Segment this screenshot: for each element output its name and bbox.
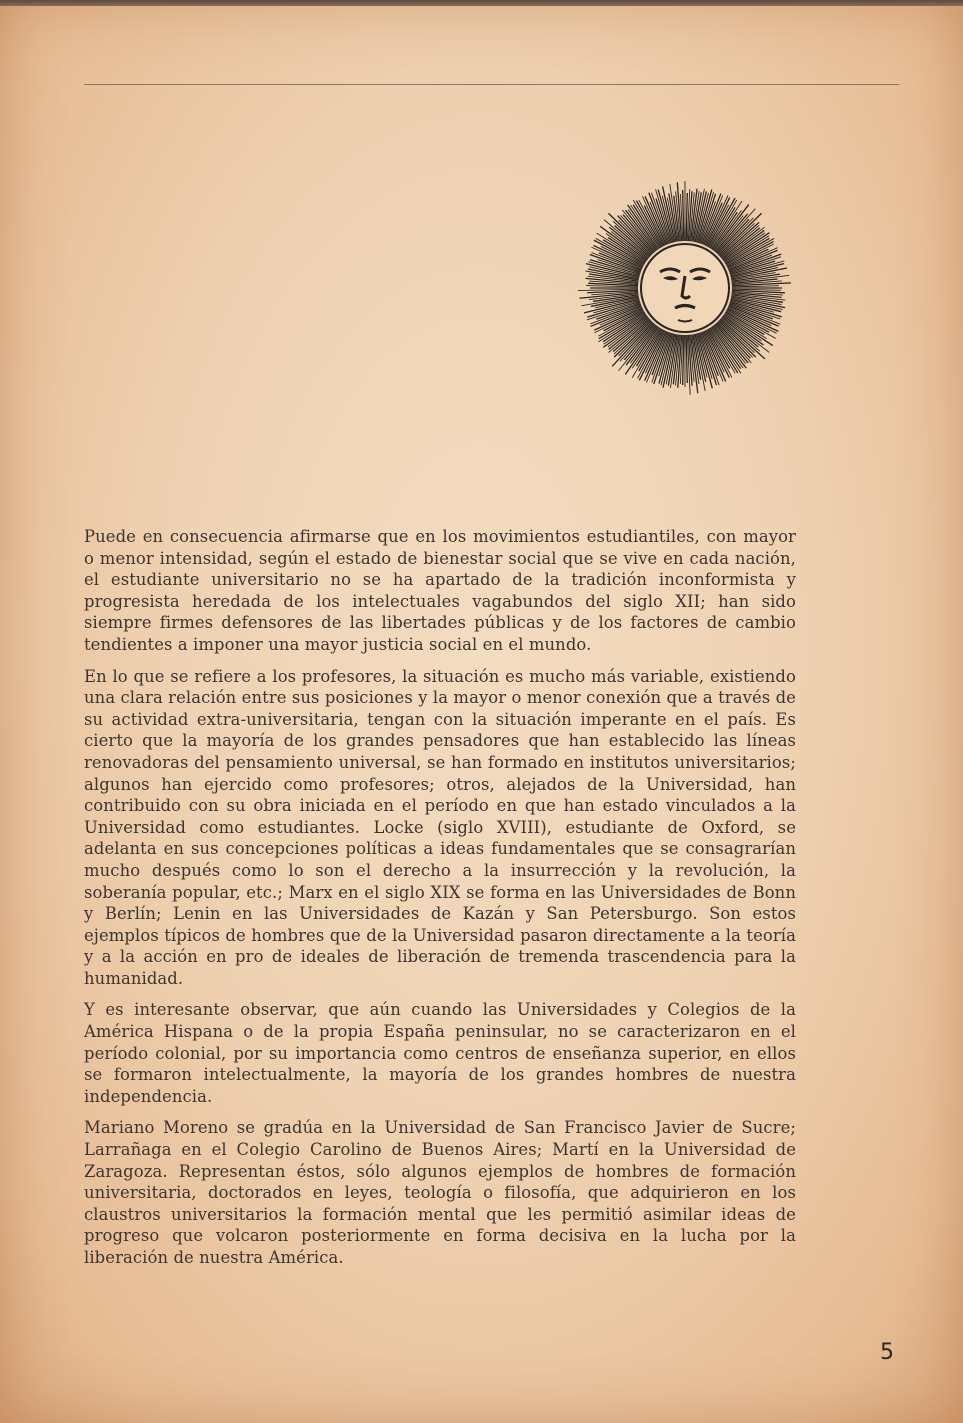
sun-face-icon xyxy=(578,170,792,400)
page-number: 5 xyxy=(880,1340,894,1365)
sun-ray xyxy=(683,335,684,385)
body-text xyxy=(84,526,796,1279)
paragraph-4: Mariano Moreno se gradúa en la Universidad de San Francisco Javier de Sucre; Larrañaga en el Colegio Carolino de Buenos Aires; Martí en la Universidad de Zaragoza. Representan éstos, sólo algunos ejemplos de hombres de formación universitaria, doctorados en leyes, teología o filosofía, que adquirieron en los claustros universitarios la formación mental que les permitió asimilar ideas de progreso que volcaron posteriormente en forma decisiva en la lucha por la liberación de nuestra América. xyxy=(84,1118,796,1267)
page-top-edge xyxy=(0,0,963,6)
sun-ray xyxy=(686,193,687,241)
sun-ray xyxy=(683,190,684,241)
paragraph-1: Puede en consecuencia afirmarse que en los movimientos estudiantiles, con mayor o menor intensidad, según el estado de bienestar social que se vive en cada nación, el estudiante universitario no se ha apartado de la tradición inconformista y progresista heredada de los intelectuales vagabundos del siglo XII; han sido siempre firmes defensores de las libertades públicas y de los factores de cambio tendientes a imponer una mayor justicia social en el mundo. xyxy=(84,527,796,654)
paragraph-3: Y es interesante observar, que aún cuando las Universidades y Colegios de la América Hispana o de la propia España peninsular, no se caracterizaron en el período colonial, por su importancia como centros de enseñanza superior, en ellos se formaron intelectualmente, la mayoría de los grandes hombres de nuestra independencia. xyxy=(84,1000,796,1106)
paragraph-2: En lo que se refiere a los profesores, la situación es mucho más variable, existiendo una clara relación entre sus posiciones y la mayor o menor conexión que a través de su actividad extra-universitaria, tengan con la situación imperante en el país. Es cierto que la mayoría de los grandes pensadores que han establecido las líneas renovadoras del pensamiento universal, se han formado en institutos universitarios; algunos han ejercido como profesores; otros, alejados de la Universidad, han contribuido con su obra iniciada en el período en que han estado vinculados a la Universidad como estudiantes. Locke (siglo XVIII), estudiante de Oxford, se adelanta en sus concepciones políticas a ideas fundamentales que se consagrarían mucho después como lo son el derecho a la insurrección y la revolución, la soberanía popular, etc.; Marx en el siglo XIX se forma en las Universidades de Bonn y Berlín; Lenin en las Universidades de Kazán y San Petersburgo. Son estos ejemplos típicos de hombres que de la Universidad pasaron directamente a la teoría y a la acción en pro de ideales de liberación de tremenda trascendencia para la humanidad. xyxy=(84,666,796,988)
sun-ray xyxy=(686,335,687,383)
sun-ray xyxy=(619,220,653,254)
header-rule xyxy=(84,84,899,85)
sun-ray xyxy=(619,322,653,356)
